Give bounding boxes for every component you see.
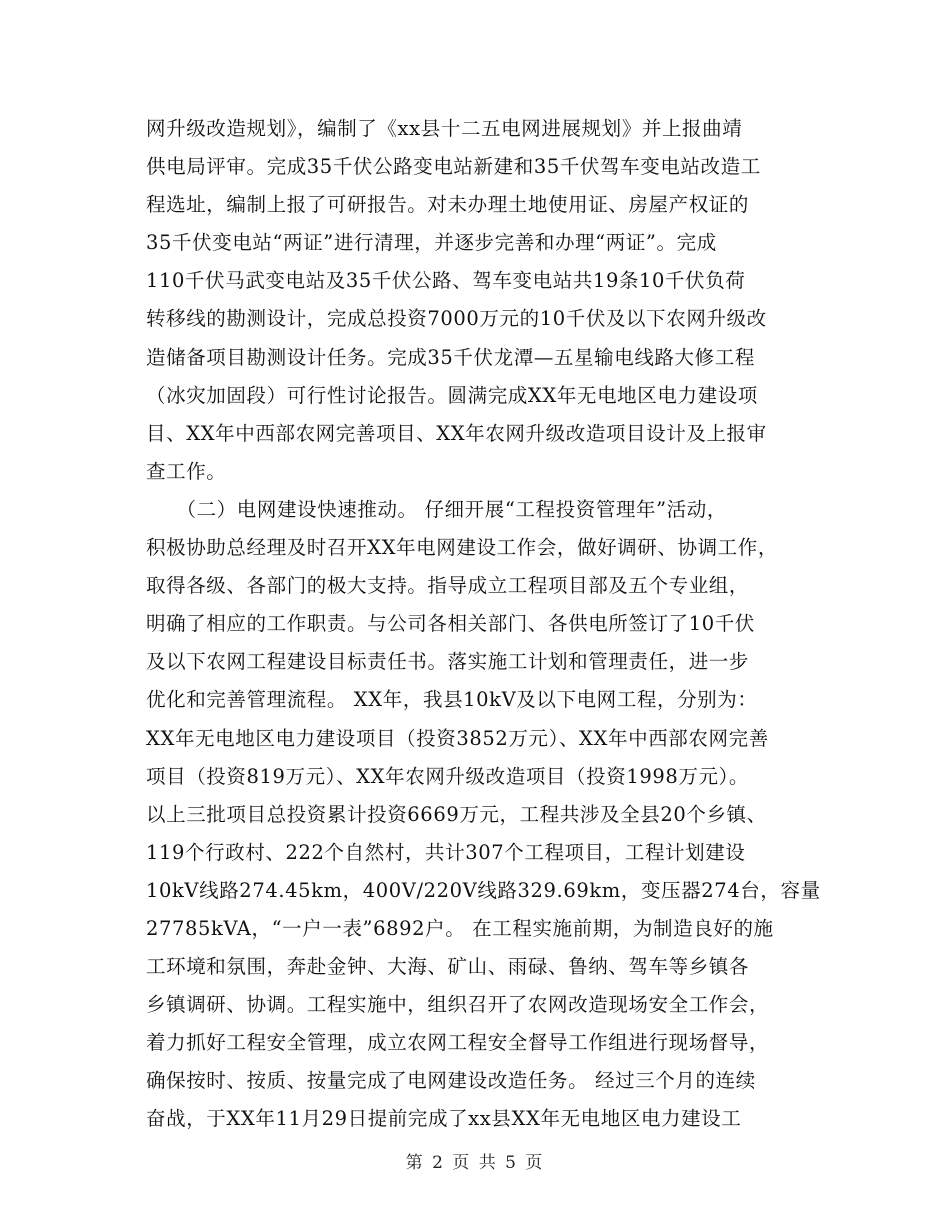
section-heading-line: （二）电网建设快速推动。 仔细开展“工程投资管理年”活动， — [146, 497, 727, 521]
text-line: 及以下农网工程建设目标责任书。落实施工计划和管理责任，进一步 — [146, 650, 750, 674]
text-line: 目、XX年中西部农网完善项目、XX年农网升级改造项目设计及上报审 — [146, 421, 767, 445]
text-line: XX年无电地区电力建设项目（投资3852万元）、XX年中西部农网完善 — [146, 726, 769, 750]
page-number-footer: 第 2 页 共 5 页 — [405, 1153, 545, 1173]
text-line: 奋战，于XX年11月29日提前完成了xx县XX年无电地区电力建设工 — [146, 1107, 742, 1131]
text-line: 转移线的勘测设计，完成总投资7000万元的10千伏及以下农网升级改 — [146, 307, 767, 331]
text-line: 以上三批项目总投资累计投资6669万元，工程共涉及全县20个乡镇、 — [146, 802, 767, 826]
text-line: 造储备项目勘测设计任务。完成35千伏龙潭—五星输电线路大修工程 — [146, 345, 755, 369]
body-text — [146, 110, 821, 1139]
text-line: 10kV线路274.45km，400V/220V线路329.69km，变压器274台，容量 — [146, 878, 821, 902]
text-line: 乡镇调研、协调。工程实施中，组织召开了农网改造现场安全工作会， — [146, 993, 770, 1017]
text-line: 积极协助总经理及时召开XX年电网建设工作会，做好调研、协调工作， — [146, 536, 778, 560]
text-line: 119个行政村、222个自然村，共计307个工程项目，工程计划建设 — [146, 840, 746, 864]
text-line: 工环境和氛围，奔赴金钟、大海、矿山、雨碌、鲁纳、驾车等乡镇各 — [146, 955, 750, 979]
text-line: 取得各级、各部门的极大支持。指导成立工程项目部及五个专业组， — [146, 574, 750, 598]
text-line: 程选址，编制上报了可研报告。对未办理土地使用证、房屋产权证的 — [146, 193, 750, 217]
text-line: 项目（投资819万元）、XX年农网升级改造项目（投资1998万元）。 — [146, 764, 750, 788]
text-line: 供电局评审。完成35千伏公路变电站新建和35千伏驾车变电站改造工 — [146, 155, 761, 179]
text-line: 确保按时、按质、按量完成了电网建设改造任务。 经过三个月的连续 — [146, 1069, 756, 1093]
text-line: 查工作。 — [146, 459, 227, 483]
text-line: （冰灾加固段）可行性讨论报告。圆满完成XX年无电地区电力建设项 — [146, 383, 758, 407]
text-line: 优化和完善管理流程。 XX年，我县10kV及以下电网工程，分别为： — [146, 688, 758, 712]
text-line: 27785kVA，“一户一表”6892户。 在工程实施前期，为制造良好的施 — [146, 916, 774, 940]
text-line: 明确了相应的工作职责。与公司各相关部门、各供电所签订了10千伏 — [146, 612, 755, 636]
text-line: 网升级改造规划》，编制了《xx县十二五电网进展规划》并上报曲靖 — [146, 117, 743, 140]
text-line: 着力抓好工程安全管理，成立农网工程安全督导工作组进行现场督导， — [146, 1031, 770, 1055]
text-line: 35千伏变电站“两证”进行清理，并逐步完善和办理“两证”。完成 — [146, 231, 717, 255]
text-line: 110千伏马武变电站及35千伏公路、驾车变电站共19条10千伏负荷 — [146, 269, 746, 293]
